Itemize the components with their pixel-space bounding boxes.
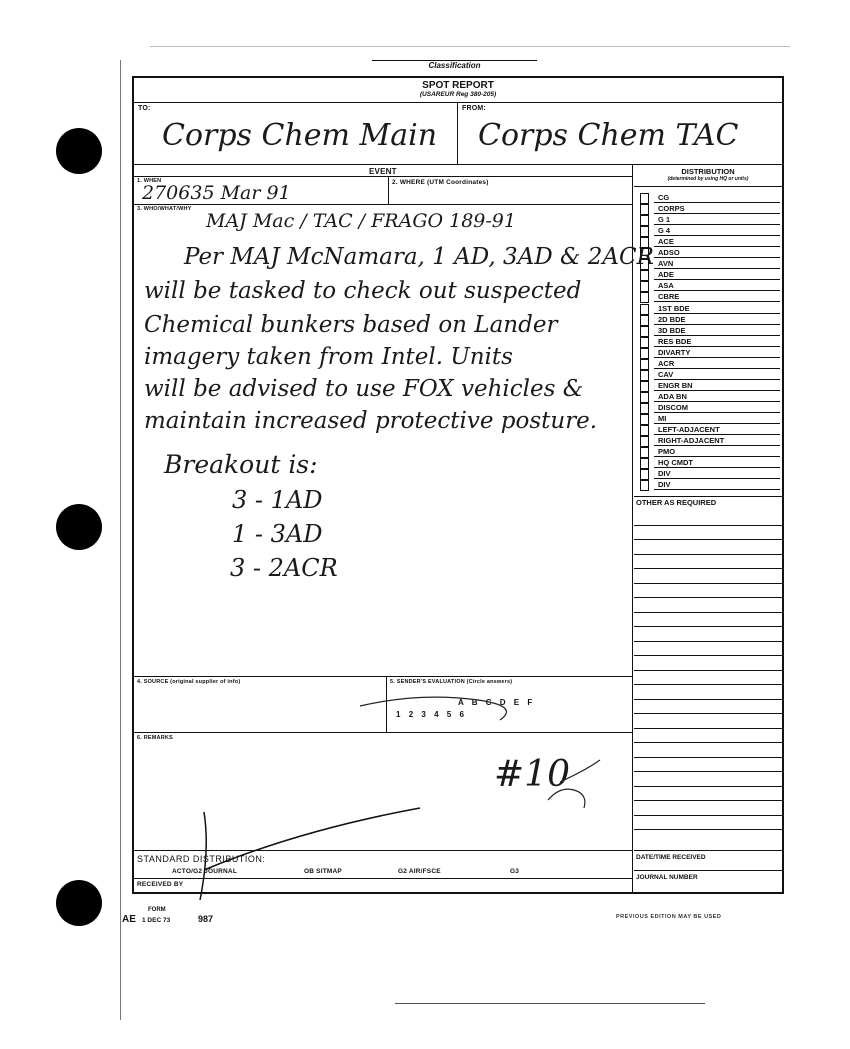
evaluation-circle-stroke <box>360 697 506 720</box>
distribution-item-label: G 4 <box>658 226 671 236</box>
narrative-line-5: will be advised to use FOX vehicles & <box>144 376 584 402</box>
journal-number-label: JOURNAL NUMBER <box>636 874 698 881</box>
standard-distribution-label: STANDARD DISTRIBUTION: <box>137 854 266 864</box>
eval-number-2[interactable]: 2 <box>408 710 414 719</box>
distribution-item-label: ADE <box>658 270 674 280</box>
narrative-line-1: Per MAJ McNamara, 1 AD, 3AD & 2ACR <box>184 244 654 270</box>
narrative-line-3: Chemical bunkers based on Lander <box>144 312 558 338</box>
remarks-scribble <box>548 760 600 808</box>
eval-letter-d[interactable]: D <box>499 698 506 707</box>
eval-letter-a[interactable]: A <box>458 698 464 707</box>
distribution-item-label: CAV <box>658 369 674 379</box>
from-label: FROM: <box>462 105 486 112</box>
when-value: 270635 Mar 91 <box>142 182 291 204</box>
distribution-item-label: ASA <box>658 281 674 291</box>
when-label: 1. WHEN <box>137 178 162 184</box>
eval-number-6[interactable]: 6 <box>459 710 464 719</box>
edition-note: PREVIOUS EDITION MAY BE USED <box>616 914 722 920</box>
distribution-subtitle: (determined by using HQ or units) <box>667 176 749 182</box>
std-dist-item-2: OB SITMAP <box>304 868 342 875</box>
event-label: EVENT <box>369 167 397 176</box>
form-number: 987 <box>198 914 214 924</box>
other-as-required-label: OTHER AS REQUIRED <box>636 498 717 507</box>
distribution-item-label: PMO <box>658 447 676 457</box>
std-dist-item-1: ACTO/G2 JOURNAL <box>172 868 237 875</box>
distribution-item-label: ACR <box>658 358 675 368</box>
distribution-item-label: MI <box>658 414 667 423</box>
remarks-annotation: #10 <box>494 754 570 795</box>
evaluation-label: 5. SENDER'S EVALUATION (Circle answers) <box>390 679 513 685</box>
who-label: 3. WHO/WHAT/WHY <box>137 206 192 212</box>
form-regulation: (USAREUR Reg 380-205) <box>419 91 497 98</box>
narrative-line-4: imagery taken from Intel. Units <box>144 344 513 370</box>
source-label: 4. SOURCE (original supplier of info) <box>137 679 241 685</box>
eval-number-4[interactable]: 4 <box>434 710 439 719</box>
distribution-item-label: ACE <box>658 237 674 247</box>
breakout-item-1: 3 - 1AD <box>232 486 323 514</box>
form-date: 1 DEC 73 <box>142 917 171 924</box>
breakout-item-3: 3 - 2ACR <box>230 554 338 582</box>
std-dist-item-4: G3 <box>510 868 520 875</box>
distribution-item-label: ENGR BN <box>658 380 693 390</box>
eval-number-5[interactable]: 5 <box>446 710 452 719</box>
eval-letter-b[interactable]: B <box>471 698 478 707</box>
classification-label: Classification <box>428 61 481 70</box>
eval-letter-f[interactable]: F <box>527 698 533 707</box>
initials-stroke <box>200 808 420 900</box>
distribution-item-label: HQ CMDT <box>658 458 693 468</box>
distribution-item-label: AVN <box>658 259 674 269</box>
form-label: FORM <box>148 907 166 913</box>
who-value: MAJ Mac / TAC / FRAGO 189-91 <box>206 210 516 232</box>
breakout-item-2: 1 - 3AD <box>232 520 323 548</box>
eval-number-1[interactable]: 1 <box>396 710 401 719</box>
from-value: Corps Chem TAC <box>478 118 739 153</box>
received-by-label: RECEIVED BY <box>137 881 184 888</box>
distribution-title: DISTRIBUTION <box>681 167 735 176</box>
distribution-item-label: LEFT-ADJACENT <box>658 425 720 435</box>
distribution-item-label: CORPS <box>658 204 685 214</box>
form-prefix: AE <box>122 914 136 925</box>
to-label: TO: <box>138 105 151 112</box>
distribution-item-label: CBRE <box>658 292 680 302</box>
date-time-received-label: DATE/TIME RECEIVED <box>636 854 706 861</box>
distribution-item-label: ADA BN <box>658 391 687 401</box>
distribution-item-label: G 1 <box>658 215 671 225</box>
remarks-label: 6. REMARKS <box>137 735 173 741</box>
narrative-line-6: maintain increased protective posture. <box>144 408 598 434</box>
form-title: SPOT REPORT <box>422 80 494 91</box>
distribution-item-label: 2D BDE <box>658 314 686 324</box>
where-label: 2. WHERE (UTM Coordinates) <box>392 179 489 186</box>
distribution-item-label: ADSO <box>658 248 680 258</box>
eval-number-3[interactable]: 3 <box>421 710 426 719</box>
distribution-item-label: DIV <box>658 469 671 479</box>
eval-letter-c[interactable]: C <box>485 698 492 707</box>
distribution-item-label: DISCOM <box>658 402 688 412</box>
to-value: Corps Chem Main <box>162 118 438 153</box>
distribution-item-label: DIV <box>658 480 671 490</box>
distribution-item-label: RES BDE <box>658 336 692 346</box>
distribution-item-label: 3D BDE <box>658 325 686 335</box>
distribution-item-label: DIVARTY <box>658 347 691 357</box>
distribution-item-label: 1ST BDE <box>658 303 690 313</box>
breakout-label: Breakout is: <box>164 450 318 479</box>
eval-letter-e[interactable]: E <box>513 698 520 707</box>
std-dist-item-3: G2 AIR/FSCE <box>398 868 441 875</box>
distribution-item-label: RIGHT-ADJACENT <box>658 436 725 446</box>
narrative-line-2: will be tasked to check out suspected <box>144 278 582 304</box>
distribution-item-label: CG <box>658 193 670 202</box>
